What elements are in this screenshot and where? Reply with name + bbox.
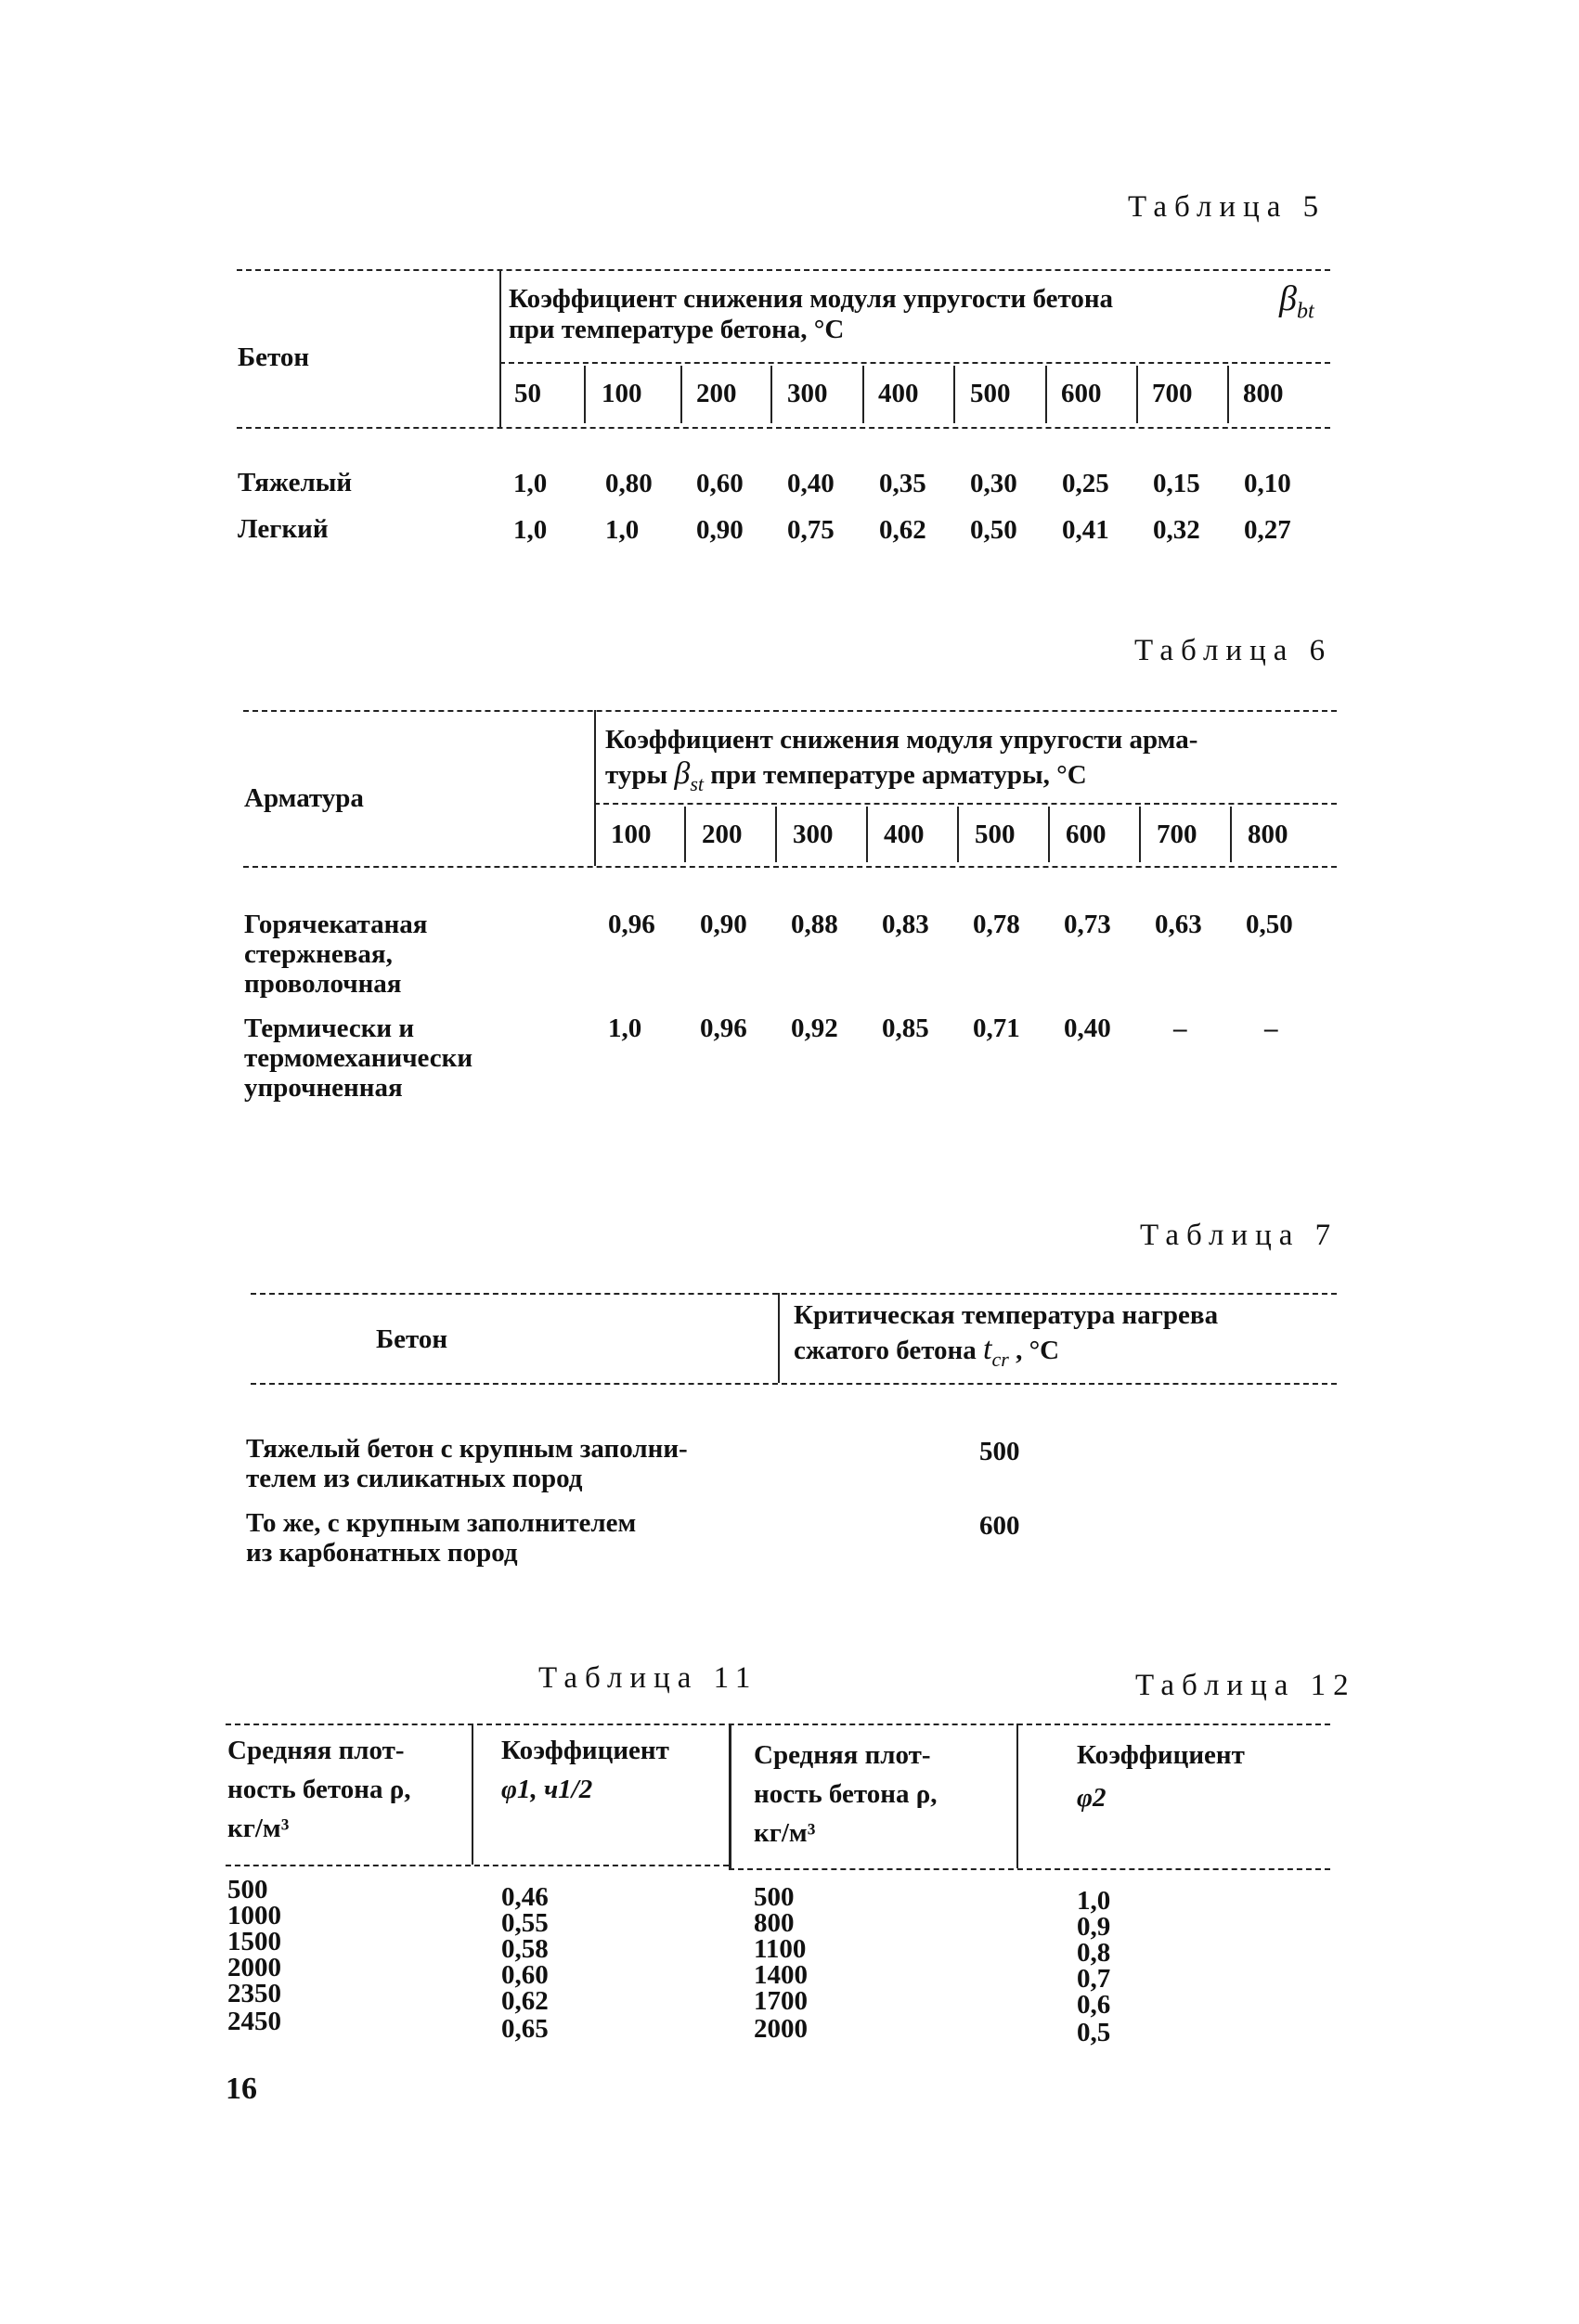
temp-header: 400 — [884, 820, 925, 849]
table-12-density: 2000 — [754, 2014, 808, 2044]
table-12-coefficient: 0,7 — [1077, 1964, 1111, 1994]
row-name-line: термомеханически — [244, 1043, 473, 1073]
table-12-coefficient: 1,0 — [1077, 1886, 1111, 1916]
divider — [472, 1724, 473, 1865]
table-5-cell: 0,10 — [1244, 469, 1291, 498]
table-11-density: 500 — [227, 1875, 268, 1904]
temp-header: 500 — [975, 820, 1016, 849]
table-6-header-line2 — [605, 756, 1087, 795]
header-line: ность бетона ρ, — [227, 1775, 411, 1804]
table-12-title: Таблица 12 — [1135, 1669, 1356, 1702]
temp-header: 100 — [611, 820, 652, 849]
table-6-cell: 0,40 — [1064, 1014, 1111, 1043]
table-6-cell: 0,71 — [973, 1014, 1020, 1043]
table-6-cell: 0,50 — [1246, 910, 1293, 939]
header-line: Коэффициент — [1077, 1740, 1245, 1770]
table-11-density: 2450 — [227, 2007, 281, 2036]
table-11-coefficient: 0,58 — [501, 1934, 549, 1964]
table-5-cell: 0,50 — [970, 515, 1017, 545]
table-5-cell: 0,90 — [696, 515, 744, 545]
table-11-coefficient: 0,62 — [501, 1986, 549, 2016]
header-text: при температуре арматуры, °С — [710, 760, 1087, 790]
table-5-title: Таблица 5 — [1128, 190, 1327, 224]
table-11-col1-header — [227, 1731, 411, 1848]
table-5-col1-header: Бетон — [238, 342, 310, 372]
table-11-coefficient: 0,65 — [501, 2014, 549, 2044]
divider — [243, 866, 1337, 868]
divider — [237, 269, 1330, 271]
divider — [243, 710, 1337, 712]
table-12-density: 1700 — [754, 1986, 808, 2016]
divider — [251, 1293, 1337, 1295]
table-12-density: 1400 — [754, 1960, 808, 1990]
temp-header: 700 — [1157, 820, 1197, 849]
header-text: Коэффициент снижения модуля упругости бетона — [509, 284, 1114, 314]
table-6-cell: 0,96 — [608, 910, 655, 939]
temp-header: 600 — [1066, 820, 1107, 849]
table-7-row-name — [246, 1508, 636, 1568]
table-6-cell: 0,73 — [1064, 910, 1111, 939]
header-line: ность бетона ρ, — [754, 1779, 938, 1809]
table-12-coefficient: 0,8 — [1077, 1938, 1111, 1968]
table-6-row-name — [244, 910, 427, 999]
table-5-cell: 0,40 — [787, 469, 835, 498]
table-6-col1-header: Арматура — [244, 783, 364, 813]
temp-header: 50 — [514, 379, 541, 408]
divider — [251, 1383, 1337, 1385]
table-6-temp-row — [594, 805, 1337, 866]
table-6-cell: 0,85 — [882, 1014, 929, 1043]
header-line: Коэффициент — [501, 1736, 669, 1765]
temp-header: 100 — [602, 379, 642, 408]
page-number: 16 — [226, 2072, 257, 2106]
table-7-value: 500 — [979, 1437, 1020, 1466]
table-5-header — [509, 285, 1288, 315]
table-5-header-line2: при температуре бетона, °С — [509, 315, 845, 344]
table-5-cell: 0,30 — [970, 469, 1017, 498]
row-name-line: упрочненная — [244, 1073, 403, 1103]
table-5-cell: 0,75 — [787, 515, 835, 545]
table-12-density: 1100 — [754, 1934, 807, 1964]
table-5-cell: 0,25 — [1062, 469, 1109, 498]
table-5-cell: 0,27 — [1244, 515, 1291, 545]
beta-bt-symbol: $\beta_{bt}$ — [1279, 279, 1314, 324]
table-7-header-line2 — [794, 1332, 1059, 1371]
table-6-cell: 0,90 — [700, 910, 747, 939]
table-5-cell: 0,80 — [605, 469, 653, 498]
table-6-header-line1: Коэффициент снижения модуля упругости арма- — [605, 725, 1198, 755]
temp-header: 400 — [878, 379, 919, 408]
table-12-coefficient: 0,5 — [1077, 2018, 1111, 2047]
t-cr-symbol: $t_{cr}$ — [983, 1332, 1009, 1371]
phi2-symbol: φ2 — [1077, 1783, 1107, 1813]
table-12-col2-header — [1077, 1734, 1245, 1819]
row-name-line: из карбонатных пород — [246, 1538, 518, 1568]
table-6-title: Таблица 6 — [1134, 634, 1333, 667]
table-7-value: 600 — [979, 1511, 1020, 1541]
table-12-density: 500 — [754, 1882, 795, 1912]
divider — [729, 1724, 731, 1868]
table-12-coefficient: 0,9 — [1077, 1912, 1111, 1942]
temp-header: 500 — [970, 379, 1011, 408]
divider — [226, 1724, 1330, 1725]
table-5-cell: 0,32 — [1153, 515, 1200, 545]
table-11-coefficient: 0,46 — [501, 1882, 549, 1912]
table-5-cell: 1,0 — [605, 515, 640, 545]
table-5-row-name: Тяжелый — [238, 468, 353, 497]
row-name-line: проволочная — [244, 969, 402, 999]
row-name-line: Тяжелый бетон с крупным заполни- — [246, 1434, 688, 1464]
table-6-cell: 0,78 — [973, 910, 1020, 939]
table-5-cell: 0,60 — [696, 469, 744, 498]
table-11-density: 1000 — [227, 1901, 281, 1930]
table-7-row-name — [246, 1434, 688, 1493]
temp-header: 200 — [696, 379, 737, 408]
header-text: туры — [605, 760, 668, 790]
temp-header: 300 — [787, 379, 828, 408]
row-name-line: Горячекатаная — [244, 910, 428, 939]
table-11-title: Таблица 11 — [538, 1661, 758, 1695]
table-12-coefficient: 0,6 — [1077, 1990, 1111, 2020]
temp-header: 700 — [1152, 379, 1193, 408]
table-11-density: 2350 — [227, 1979, 281, 2008]
table-11-coefficient: 0,60 — [501, 1960, 549, 1990]
divider — [1016, 1724, 1018, 1868]
table-12-col1-header — [754, 1736, 938, 1853]
temp-header: 200 — [702, 820, 743, 849]
table-5-row-name: Легкий — [238, 514, 329, 544]
header-text: , °С — [1016, 1336, 1060, 1365]
table-5-cell: 0,15 — [1153, 469, 1200, 498]
phi1-symbol: φ1, ч1/2 — [501, 1775, 593, 1804]
header-line: Средняя плот- — [227, 1736, 405, 1765]
header-text: сжатого бетона — [794, 1336, 977, 1365]
table-6-cell: 0,92 — [791, 1014, 838, 1043]
table-11-density: 1500 — [227, 1927, 281, 1956]
table-11-coefficient: 0,55 — [501, 1908, 549, 1938]
table-5-temp-row — [499, 364, 1330, 427]
table-7-title: Таблица 7 — [1140, 1219, 1339, 1252]
table-7-header-line1: Критическая температура нагрева — [794, 1300, 1219, 1330]
divider — [729, 1868, 1330, 1870]
table-11-density: 2000 — [227, 1953, 281, 1982]
table-6-cell: 0,63 — [1155, 910, 1202, 939]
table-5-cell: 0,35 — [879, 469, 926, 498]
table-6-cell: 0,88 — [791, 910, 838, 939]
table-5-cell: 0,41 — [1062, 515, 1109, 545]
beta-st-symbol: $\beta_{st}$ — [674, 756, 705, 795]
temp-header: 800 — [1248, 820, 1288, 849]
table-11-col2-header — [501, 1731, 669, 1809]
divider — [237, 427, 1330, 429]
header-line: кг/м³ — [227, 1814, 290, 1843]
row-name-line: телем из силикатных пород — [246, 1464, 583, 1493]
table-7-col1-header: Бетон — [376, 1324, 448, 1354]
table-5-cell: 1,0 — [513, 515, 548, 545]
temp-header: 600 — [1061, 379, 1102, 408]
table-5-cell: 0,62 — [879, 515, 926, 545]
row-name-line: Термически и — [244, 1014, 415, 1043]
table-6-cell: 1,0 — [608, 1014, 642, 1043]
table-6-row-name — [244, 1014, 472, 1103]
table-6-cell: 0,83 — [882, 910, 929, 939]
row-name-line: То же, с крупным заполнителем — [246, 1508, 637, 1538]
table-5-cell: 1,0 — [513, 469, 548, 498]
divider — [778, 1293, 780, 1383]
table-6-cell: – — [1173, 1014, 1187, 1043]
temp-header: 800 — [1243, 379, 1284, 408]
row-name-line: стержневая, — [244, 939, 393, 969]
table-6-cell: 0,96 — [700, 1014, 747, 1043]
table-6-cell: – — [1264, 1014, 1278, 1043]
table-12-density: 800 — [754, 1908, 795, 1938]
temp-header: 300 — [793, 820, 834, 849]
header-line: кг/м³ — [754, 1818, 816, 1848]
divider — [226, 1865, 729, 1866]
header-line: Средняя плот- — [754, 1740, 931, 1770]
